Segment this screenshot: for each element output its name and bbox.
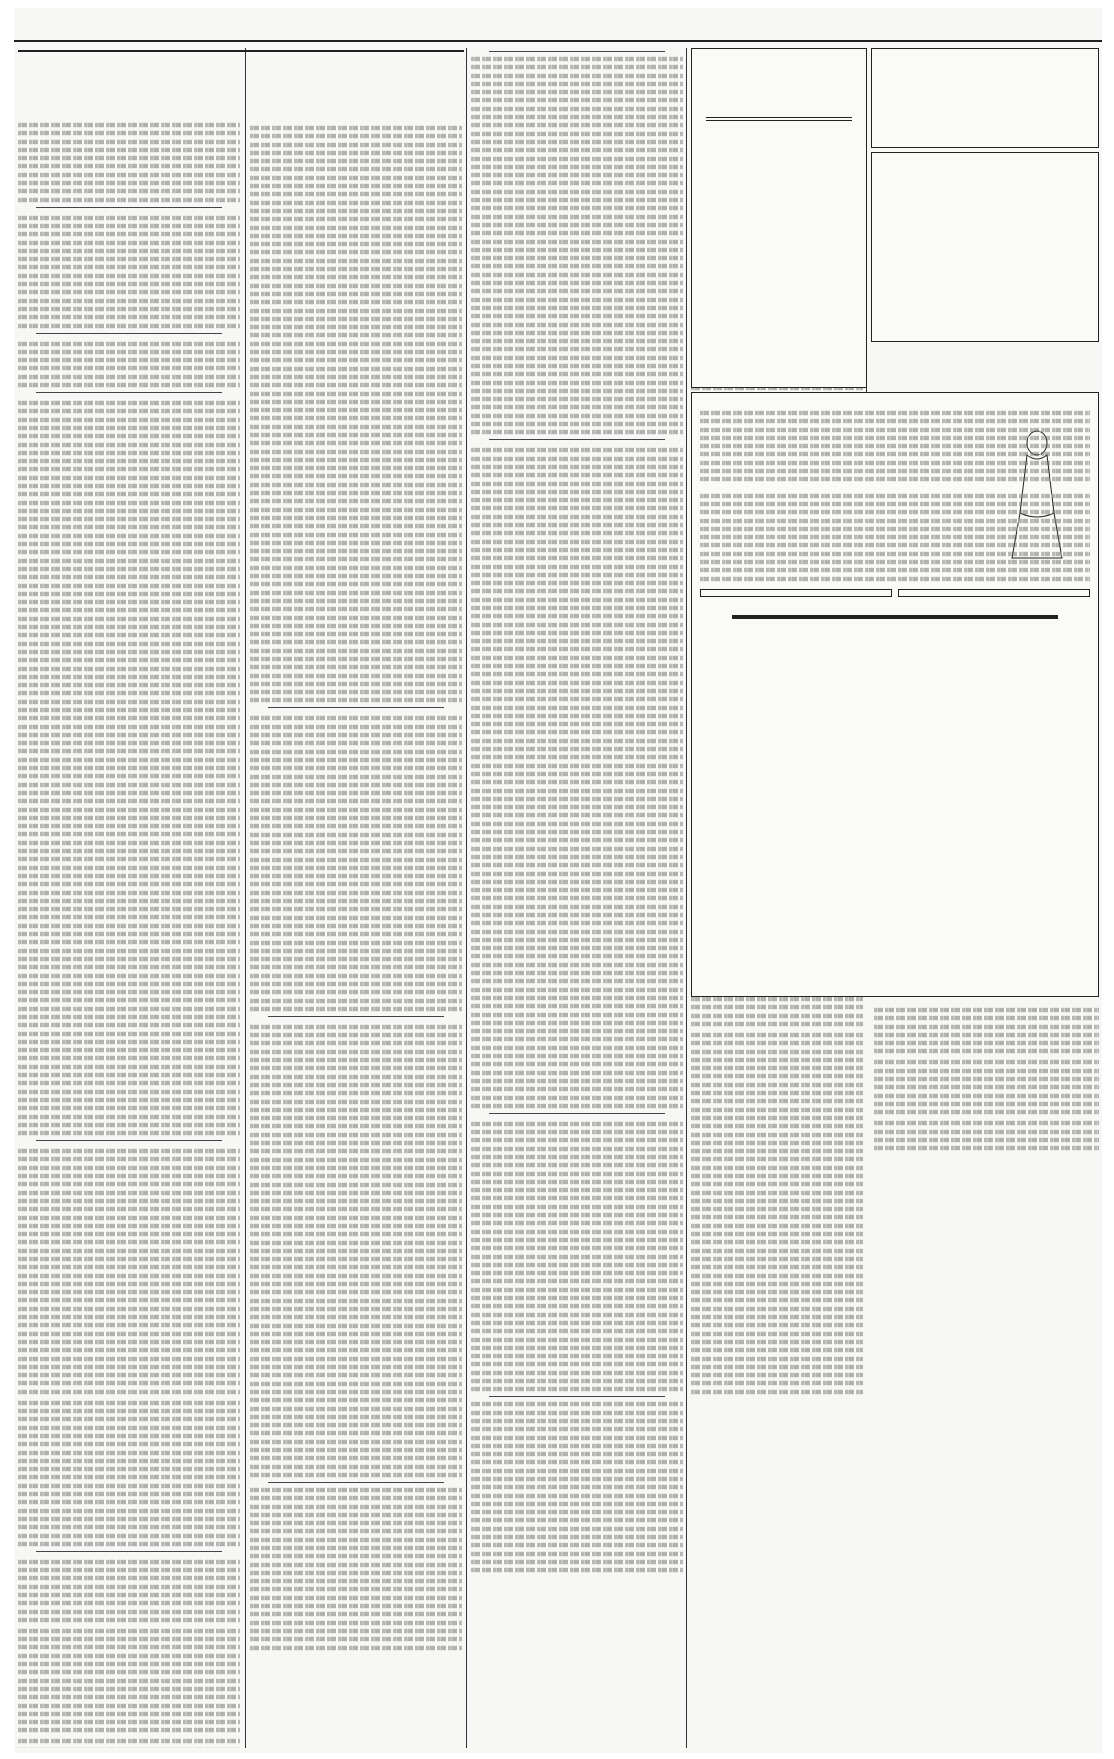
ad-dress-materials [691,392,1099,997]
text-block [874,1006,1099,1055]
masthead [14,8,1102,42]
text-block [250,124,462,704]
column-rule [686,48,687,1748]
text-block [18,340,240,389]
farming-commercial-heading [18,48,464,52]
hotel-notices [874,1003,1099,1213]
text-block [18,1399,240,1548]
column-rule [466,48,467,1748]
text-block [471,446,683,1109]
text-block [18,1558,240,1624]
ad-carbide [871,152,1099,342]
text-block [874,1119,1099,1152]
text-block [471,1400,683,1574]
column-1 [18,118,240,1748]
text-block [874,1058,1099,1116]
column-3 [471,48,683,1748]
text-block [471,1120,683,1394]
text-block [18,1737,240,1748]
news-notes-header [18,94,464,114]
text-block [692,407,1098,486]
text-block [250,1023,462,1479]
section-header-farming [18,48,464,94]
text-block [18,121,240,204]
text-block [250,1486,462,1652]
text-block [692,490,1098,585]
column-rule [245,48,246,1748]
text-block [18,1627,240,1735]
text-block [250,714,462,1012]
text-block [18,399,240,1137]
ad-hotel-braeburn [871,48,1099,148]
ad-diamonds [691,48,867,388]
text-block [691,1031,863,1396]
column-2 [250,118,462,1748]
text-block [18,214,240,330]
text-block [471,55,683,436]
text-block [18,1147,240,1396]
